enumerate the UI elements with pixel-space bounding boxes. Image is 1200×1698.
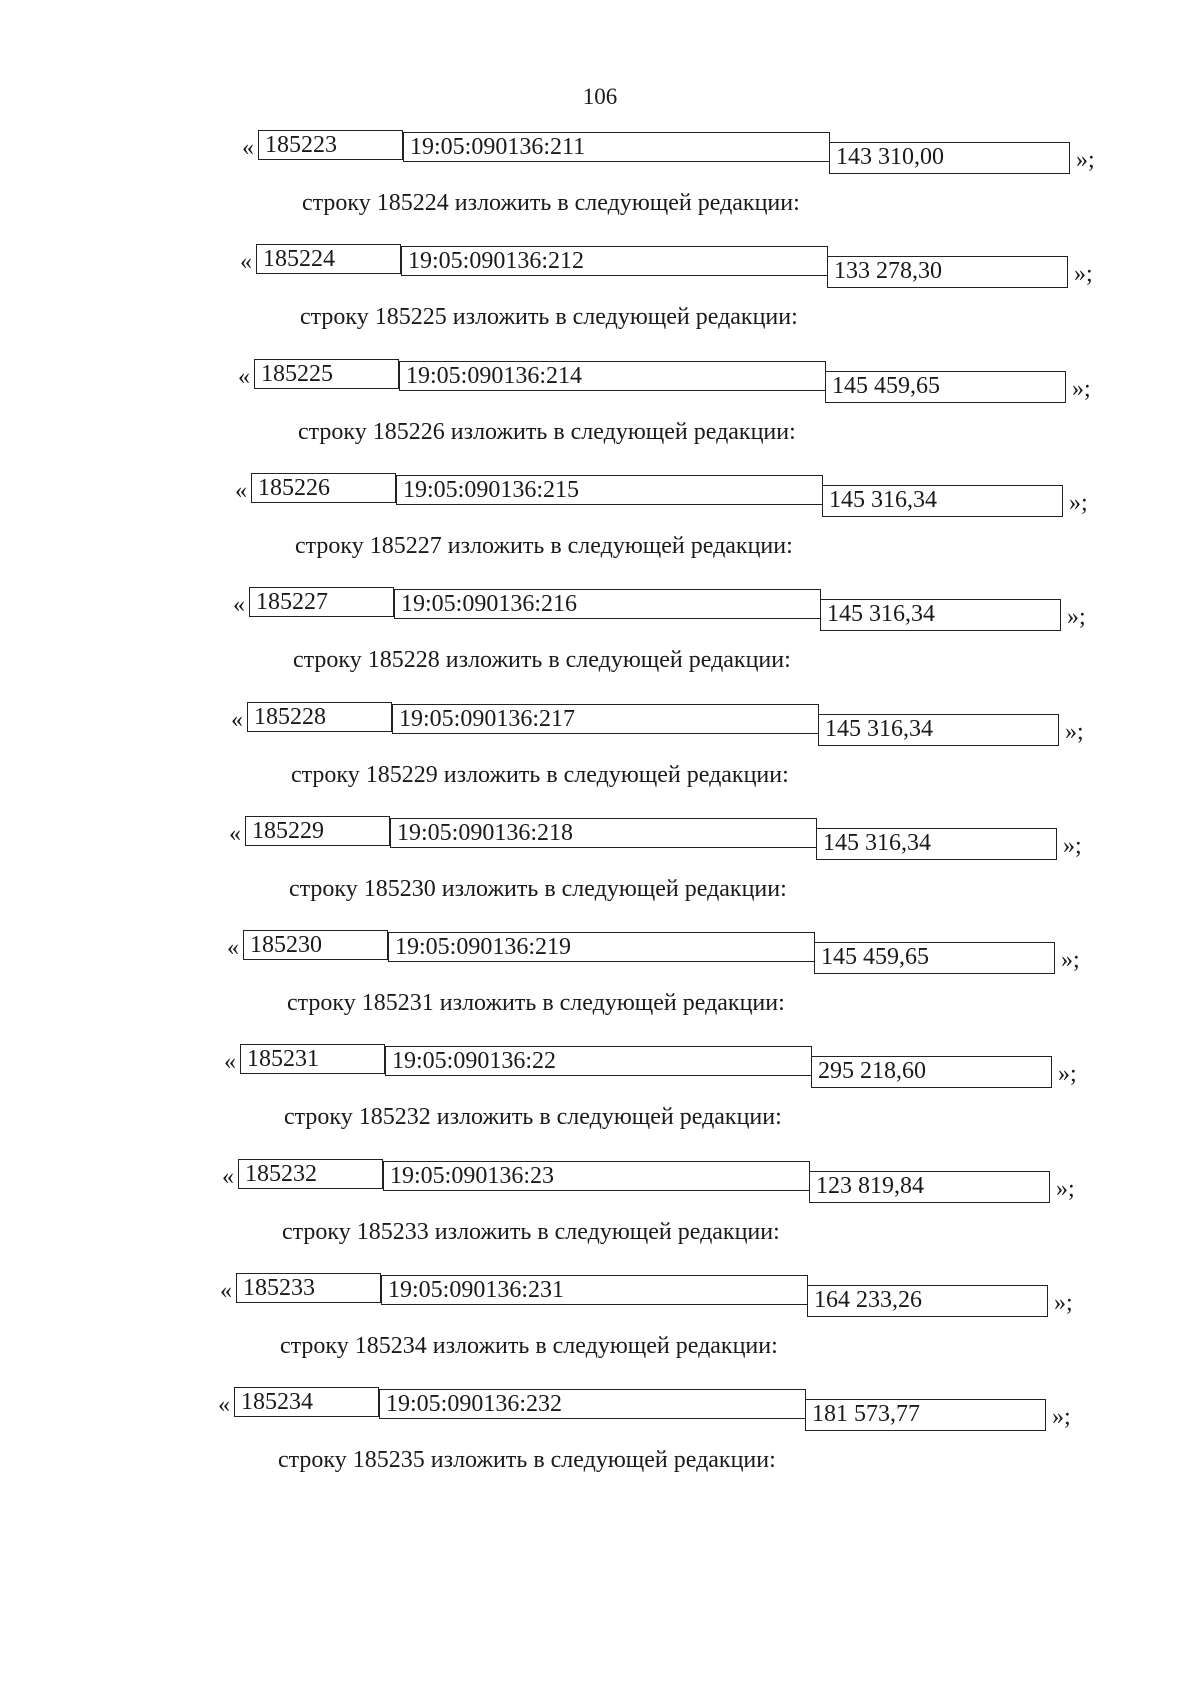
table-row: [0, 126, 1200, 173]
row-number-cell: 185229: [245, 816, 390, 846]
cadastral-number-cell: 19:05:090136:217: [392, 704, 819, 734]
amendment-block: [0, 1155, 1200, 1279]
closing-quote: »;: [1072, 376, 1091, 402]
amendment-block: [0, 698, 1200, 822]
cadastral-number-cell: 19:05:090136:218: [390, 818, 817, 848]
amendment-instruction: строку 185231 изложить в следующей редакции:: [287, 990, 785, 1016]
amendment-block: [0, 469, 1200, 593]
amendment-block: [0, 1040, 1200, 1164]
opening-quote: «: [222, 1164, 234, 1190]
opening-quote: «: [220, 1278, 232, 1304]
closing-quote: »;: [1052, 1404, 1071, 1430]
amendment-block: [0, 926, 1200, 1050]
opening-quote: «: [231, 707, 243, 733]
row-number-cell: 185232: [238, 1159, 383, 1189]
value-cell: 295 218,60: [811, 1056, 1052, 1088]
cadastral-number-cell: 19:05:090136:23: [383, 1161, 810, 1191]
amendment-block: [0, 240, 1200, 364]
amendment-instruction: строку 185234 изложить в следующей редакции:: [280, 1333, 778, 1359]
table-row: [0, 926, 1200, 973]
amendment-block: [0, 1269, 1200, 1393]
closing-quote: »;: [1054, 1290, 1073, 1316]
cadastral-number-cell: 19:05:090136:211: [403, 132, 830, 162]
value-cell: 181 573,77: [805, 1399, 1046, 1431]
closing-quote: »;: [1063, 833, 1082, 859]
row-number-cell: 185223: [258, 130, 403, 160]
value-cell: 145 316,34: [822, 485, 1063, 517]
amendment-instruction: строку 185228 изложить в следующей редакции:: [293, 647, 791, 673]
cadastral-number-cell: 19:05:090136:216: [394, 589, 821, 619]
row-number-cell: 185227: [249, 587, 394, 617]
cadastral-number-cell: 19:05:090136:215: [396, 475, 823, 505]
table-row: [0, 583, 1200, 630]
amendment-instruction: строку 185235 изложить в следующей редакции:: [278, 1447, 776, 1473]
amendment-instruction: строку 185229 изложить в следующей редакции:: [291, 762, 789, 788]
amendment-instruction: строку 185227 изложить в следующей редакции:: [295, 533, 793, 559]
opening-quote: «: [235, 478, 247, 504]
opening-quote: «: [227, 935, 239, 961]
value-cell: 143 310,00: [829, 142, 1070, 174]
closing-quote: »;: [1061, 947, 1080, 973]
table-row: [0, 1040, 1200, 1087]
value-cell: 164 233,26: [807, 1285, 1048, 1317]
amendment-block: [0, 355, 1200, 479]
opening-quote: «: [218, 1392, 230, 1418]
opening-quote: «: [238, 364, 250, 390]
amendment-block: [0, 126, 1200, 250]
row-number-cell: 185233: [236, 1273, 381, 1303]
table-row: [0, 698, 1200, 745]
closing-quote: »;: [1067, 604, 1086, 630]
opening-quote: «: [224, 1049, 236, 1075]
amendment-instruction: строку 185224 изложить в следующей редакции:: [302, 190, 800, 216]
table-row: [0, 1269, 1200, 1316]
table-row: [0, 355, 1200, 402]
amendment-block: [0, 1383, 1200, 1507]
opening-quote: «: [229, 821, 241, 847]
opening-quote: «: [242, 135, 254, 161]
row-number-cell: 185231: [240, 1044, 385, 1074]
cadastral-number-cell: 19:05:090136:232: [379, 1389, 806, 1419]
amendment-instruction: строку 185230 изложить в следующей редакции:: [289, 876, 787, 902]
opening-quote: «: [233, 592, 245, 618]
table-row: [0, 469, 1200, 516]
row-number-cell: 185225: [254, 359, 399, 389]
value-cell: 145 459,65: [814, 942, 1055, 974]
closing-quote: »;: [1065, 719, 1084, 745]
cadastral-number-cell: 19:05:090136:219: [388, 932, 815, 962]
amendment-instruction: строку 185226 изложить в следующей редакции:: [298, 419, 796, 445]
closing-quote: »;: [1056, 1176, 1075, 1202]
row-number-cell: 185234: [234, 1387, 379, 1417]
table-row: [0, 1155, 1200, 1202]
cadastral-number-cell: 19:05:090136:212: [401, 246, 828, 276]
value-cell: 145 459,65: [825, 371, 1066, 403]
table-row: [0, 812, 1200, 859]
amendment-instruction: строку 185225 изложить в следующей редакции:: [300, 304, 798, 330]
value-cell: 133 278,30: [827, 256, 1068, 288]
cadastral-number-cell: 19:05:090136:214: [399, 361, 826, 391]
closing-quote: »;: [1074, 261, 1093, 287]
cadastral-number-cell: 19:05:090136:231: [381, 1275, 808, 1305]
row-number-cell: 185228: [247, 702, 392, 732]
value-cell: 145 316,34: [820, 599, 1061, 631]
amendment-instruction: строку 185232 изложить в следующей редакции:: [284, 1104, 782, 1130]
value-cell: 145 316,34: [816, 828, 1057, 860]
amendment-block: [0, 812, 1200, 936]
closing-quote: »;: [1058, 1061, 1077, 1087]
cadastral-number-cell: 19:05:090136:22: [385, 1046, 812, 1076]
table-row: [0, 240, 1200, 287]
value-cell: 145 316,34: [818, 714, 1059, 746]
row-number-cell: 185226: [251, 473, 396, 503]
row-number-cell: 185224: [256, 244, 401, 274]
closing-quote: »;: [1069, 490, 1088, 516]
table-row: [0, 1383, 1200, 1430]
amendment-instruction: строку 185233 изложить в следующей редакции:: [282, 1219, 780, 1245]
closing-quote: »;: [1076, 147, 1095, 173]
amendment-block: [0, 583, 1200, 707]
row-number-cell: 185230: [243, 930, 388, 960]
opening-quote: «: [240, 249, 252, 275]
value-cell: 123 819,84: [809, 1171, 1050, 1203]
page-number: 106: [582, 84, 618, 109]
